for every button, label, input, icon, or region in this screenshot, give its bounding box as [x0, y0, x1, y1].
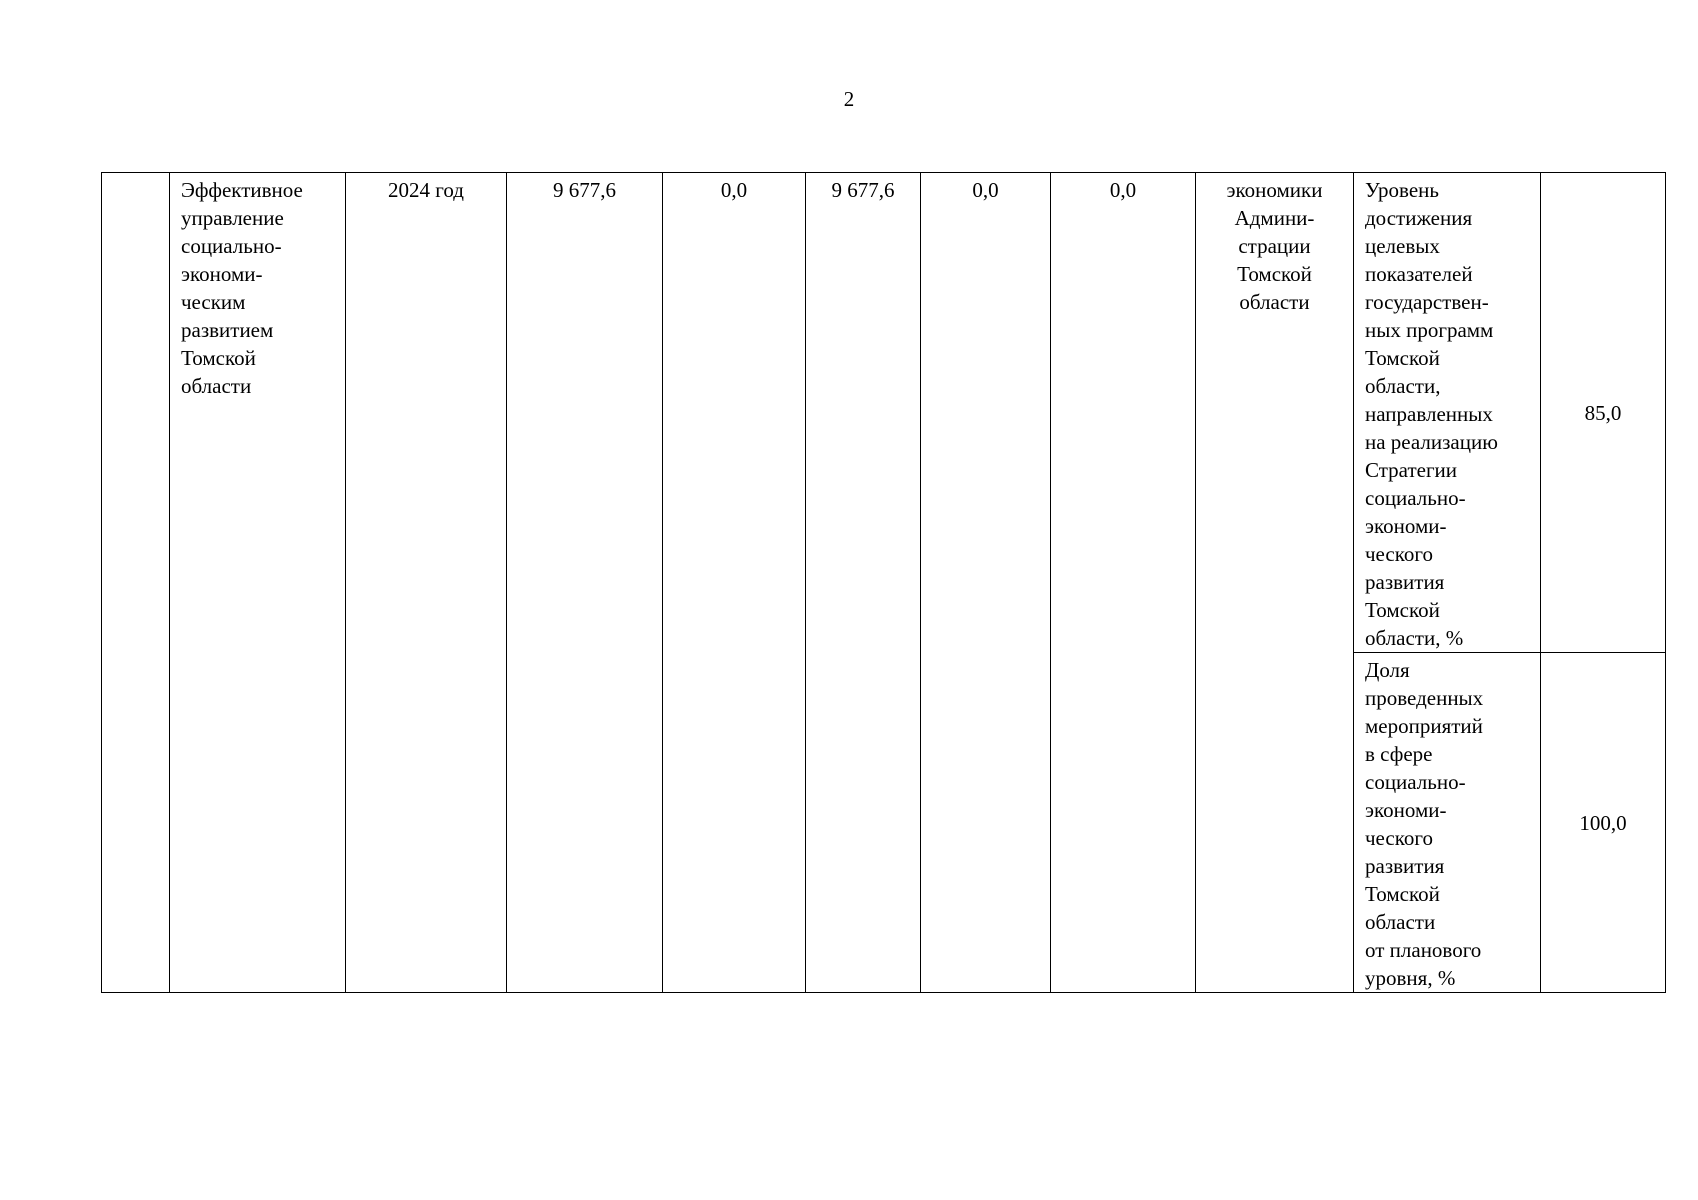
- period-cell: 2024 год: [346, 173, 507, 993]
- indicator-value-cell: [1541, 173, 1666, 653]
- indicator-value: 100,0: [1579, 810, 1627, 835]
- total-funding-cell: 9 677,6: [507, 173, 663, 993]
- row-number-cell: [102, 173, 170, 993]
- program-table: [101, 172, 1666, 993]
- indicator-name-cell: Доля проведенных мероприятий в сфере социально- экономи- ческого развития Томской области от планового уровня, %: [1354, 653, 1541, 993]
- indicator-value: 85,0: [1584, 400, 1622, 425]
- indicator-name-cell: Уровень достижения целевых показателей государствен- ных программ Томской области, направленных на реализацию Стратегии социально- экономи- ческого развития Томской области, %: [1354, 173, 1541, 653]
- federal-funding-cell: 0,0: [663, 173, 806, 993]
- local-funding-cell: 0,0: [921, 173, 1051, 993]
- other-funding-cell: 0,0: [1051, 173, 1196, 993]
- indicator-value-cell: [1541, 653, 1666, 993]
- executor-cell: экономики Админи- страции Томской области: [1196, 173, 1354, 993]
- activity-name-cell: Эффективное управление социально- экономи- ческим развитием Томской области: [170, 173, 346, 993]
- page-number: 2: [843, 87, 855, 111]
- regional-funding-cell: 9 677,6: [806, 173, 921, 993]
- table-row: [102, 173, 1666, 653]
